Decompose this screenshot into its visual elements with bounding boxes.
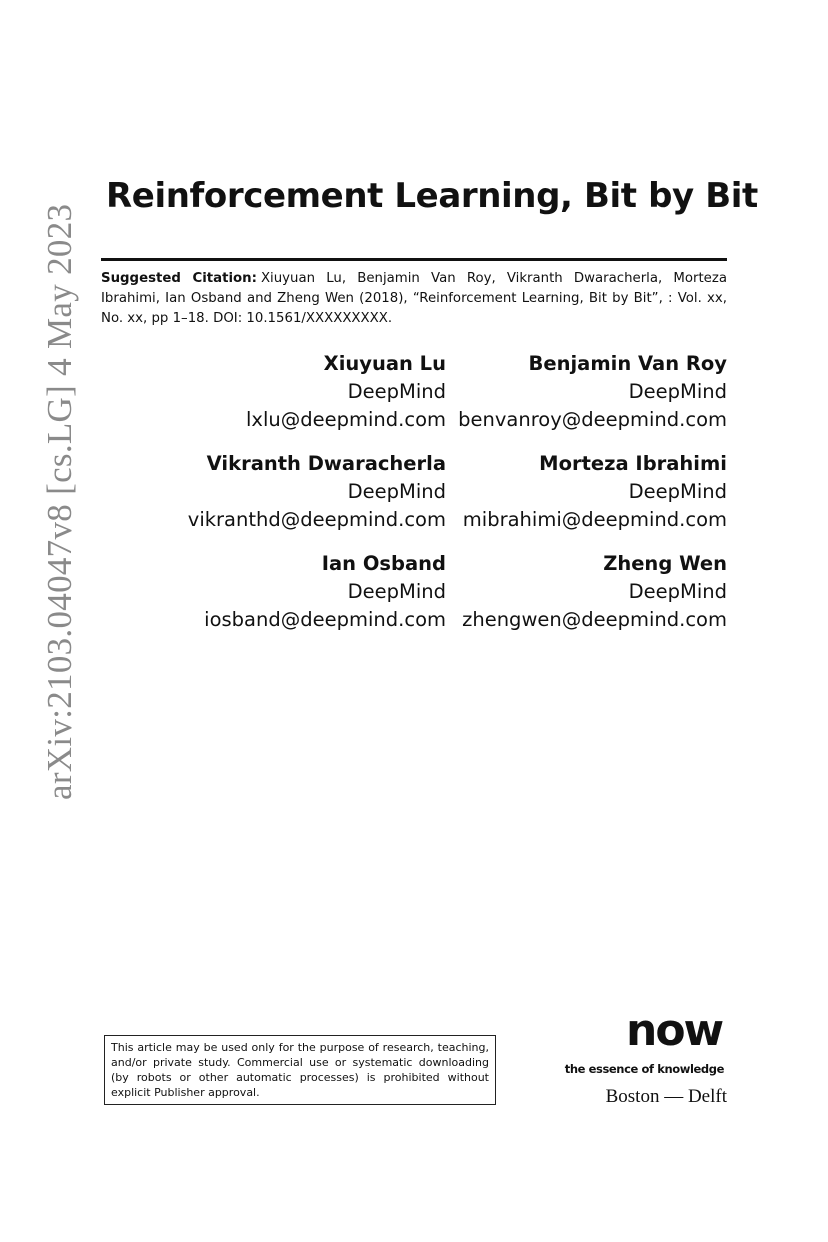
author-name: Zheng Wen [603, 552, 727, 575]
author-affiliation: DeepMind [628, 480, 727, 503]
author-affiliation: DeepMind [628, 580, 727, 603]
author-name: Xiuyuan Lu [323, 352, 446, 375]
author-email[interactable]: mibrahimi@deepmind.com [462, 508, 727, 531]
citation-label: Suggested Citation: [101, 271, 257, 286]
usage-disclaimer: This article may be used only for the purpose of research, teaching, and/or private study. Commercial use or systematic downloading (by robots or other automatic processes) is prohibited without explicit Publisher approval. [104, 1035, 496, 1105]
title-rule [101, 258, 727, 261]
author-affiliation: DeepMind [628, 380, 727, 403]
author-row [101, 350, 727, 450]
arxiv-identifier: arXiv:2103.04047v8 [cs.LG] 4 May 2023 [40, 203, 79, 800]
publisher-location: Boston — Delft [605, 1086, 727, 1107]
author-card [458, 350, 727, 434]
author-name: Morteza Ibrahimi [539, 452, 727, 475]
author-name: Benjamin Van Roy [528, 352, 727, 375]
publisher-tagline: the essence of knowledge [564, 1062, 724, 1076]
author-email[interactable]: zhengwen@deepmind.com [462, 608, 727, 631]
author-email[interactable]: benvanroy@deepmind.com [458, 408, 727, 431]
author-email[interactable]: vikranthd@deepmind.com [187, 508, 446, 531]
author-name: Vikranth Dwaracherla [206, 452, 446, 475]
author-card [204, 550, 446, 634]
author-card [462, 550, 727, 634]
suggested-citation [101, 269, 727, 329]
author-email[interactable]: lxlu@deepmind.com [246, 408, 446, 431]
author-card [246, 350, 446, 434]
author-row [101, 450, 727, 550]
author-affiliation: DeepMind [347, 580, 446, 603]
author-row [101, 550, 727, 650]
author-affiliation: DeepMind [347, 480, 446, 503]
author-block [101, 350, 727, 650]
citation-text: Xiuyuan Lu, Benjamin Van Roy, Vikranth Dwaracherla, Morteza Ibrahimi, Ian Osband and Zheng Wen (2018), “Reinforcement Learning, Bit by Bit”, : Vol. xx, No. xx, pp 1–18. DOI: 10.1561/XXXXXXXXX. [101, 271, 727, 326]
paper-title: Reinforcement Learning, Bit by Bit [106, 176, 758, 216]
now-publisher-logo: now [626, 1005, 723, 1056]
author-email[interactable]: iosband@deepmind.com [204, 608, 446, 631]
author-affiliation: DeepMind [347, 380, 446, 403]
author-card [188, 450, 446, 534]
author-card [463, 450, 727, 534]
author-name: Ian Osband [321, 552, 446, 575]
